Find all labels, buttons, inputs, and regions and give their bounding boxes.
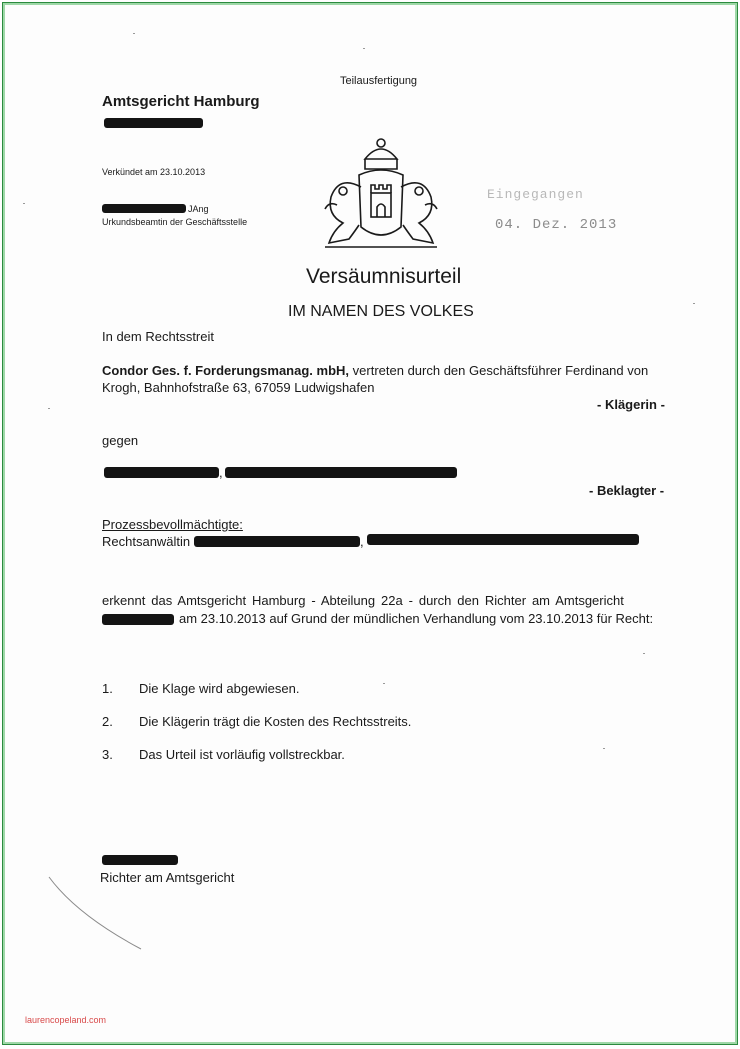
- ruling-item-number: 1.: [102, 681, 113, 696]
- ruling-item-text: Die Klägerin trägt die Kosten des Rechtsstreits.: [139, 714, 412, 729]
- scan-speck: [383, 683, 385, 684]
- document-page: [2, 2, 738, 1045]
- watermark-text: laurencopeland.com: [25, 1015, 107, 1025]
- redaction-bar: [102, 855, 178, 865]
- scan-speck: [693, 303, 695, 304]
- scan-speck: [363, 48, 365, 49]
- document-subtitle: IM NAMEN DES VOLKES: [288, 303, 474, 320]
- scan-speck: [643, 653, 645, 654]
- ruling-date-line: am 23.10.2013 auf Grund der mündlichen Verhandlung vom 23.10.2013 für Recht:: [179, 611, 654, 626]
- redaction-bar: [194, 536, 360, 547]
- hamburg-coat-of-arms-icon: [319, 135, 443, 253]
- redaction-bar: [104, 118, 203, 128]
- redaction-bar: [102, 614, 174, 625]
- counsel-heading: Prozessbevollmächtigte:: [102, 517, 243, 532]
- redaction-comma: ,: [360, 534, 364, 549]
- stamp-date: 04. Dez. 2013: [495, 217, 618, 233]
- counsel-prefix: Rechtsanwältin: [102, 534, 191, 549]
- judge-role: Richter am Amtsgericht: [100, 870, 235, 885]
- copy-type-label: Teilausfertigung: [340, 75, 418, 87]
- plaintiff-role: - Klägerin -: [597, 397, 665, 412]
- redaction-bar: [225, 467, 457, 478]
- plaintiff-line-1: [102, 363, 648, 378]
- announced-date: Verkündet am 23.10.2013: [102, 167, 206, 177]
- redaction-bar: [104, 467, 219, 478]
- scan-speck: [48, 408, 50, 409]
- ruling-item-text: Die Klage wird abgewiesen.: [139, 681, 300, 696]
- received-stamp: Eingegangen: [487, 187, 584, 202]
- case-intro: In dem Rechtsstreit: [102, 329, 214, 344]
- defendant-role: - Beklagter -: [589, 483, 665, 498]
- redaction-bar: [367, 534, 639, 545]
- ruling-item-number: 2.: [102, 714, 113, 729]
- ruling-item-number: 3.: [102, 747, 113, 762]
- scan-speck: [603, 748, 605, 749]
- plaintiff-representative: vertreten durch den Geschäftsführer Ferdinand von: [352, 363, 649, 378]
- ruling-item-text: Das Urteil ist vorläufig vollstreckbar.: [139, 747, 345, 762]
- document-title: Versäumnisurteil: [306, 265, 462, 288]
- scan-mark-line: [47, 875, 147, 955]
- court-name: Amtsgericht Hamburg: [102, 93, 260, 110]
- redaction-bar: [102, 204, 186, 213]
- scan-speck: [23, 203, 25, 204]
- versus-label: gegen: [102, 433, 139, 448]
- plaintiff-address: Krogh, Bahnhofstraße 63, 67059 Ludwigshafen: [102, 380, 375, 395]
- plaintiff-name: Condor Ges. f. Forderungsmanag. mbH,: [102, 363, 350, 378]
- clerk-role: Urkundsbeamtin der Geschäftsstelle: [102, 217, 248, 227]
- scan-speck: [133, 33, 135, 34]
- redaction-comma: ,: [219, 465, 223, 480]
- clerk-suffix: JAng: [188, 204, 209, 214]
- ruling-intro: erkennt das Amtsgericht Hamburg - Abteilung 22a - durch den Richter am Amtsgericht: [102, 593, 624, 608]
